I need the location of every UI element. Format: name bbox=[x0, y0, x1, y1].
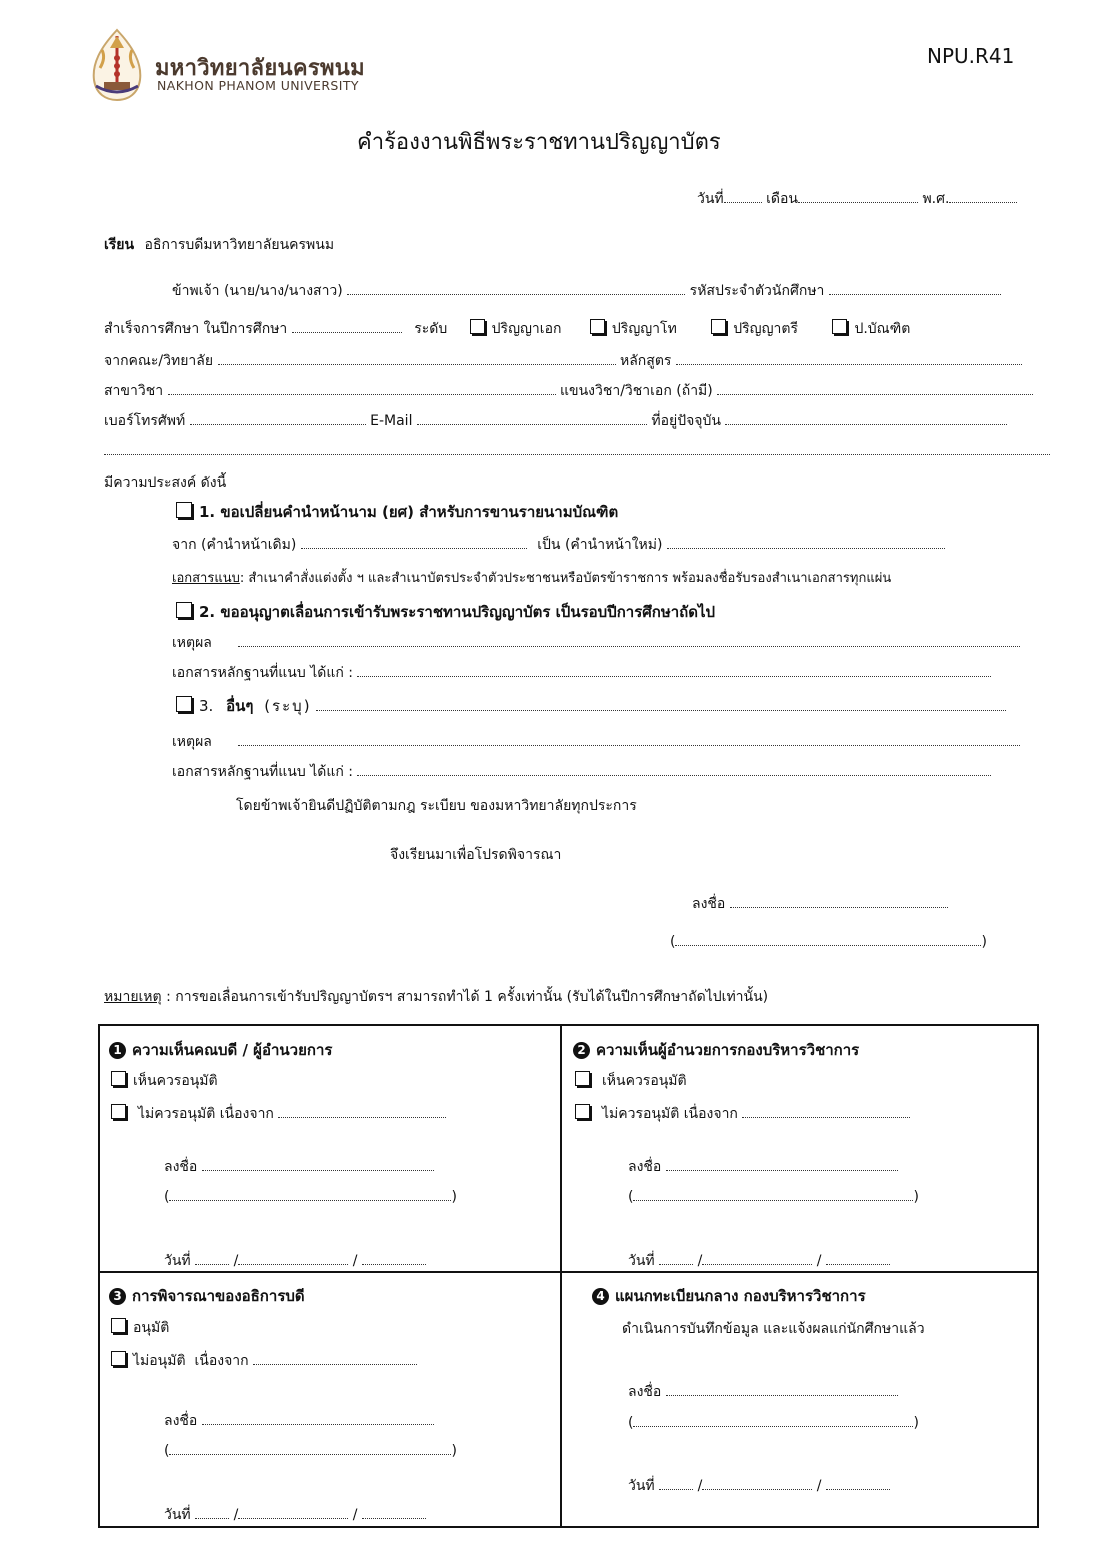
request-text: จึงเรียนมาเพื่อโปรดพิจารณา bbox=[390, 847, 562, 863]
option-3-evidence-field[interactable] bbox=[357, 761, 991, 776]
day-field[interactable] bbox=[724, 188, 762, 203]
box-1-date: วันที่ / / bbox=[164, 1250, 426, 1272]
month-label: เดือน bbox=[766, 191, 798, 207]
box-4-title: 4 แผนกทะเบียนกลาง กองบริหารวิชาการ bbox=[592, 1284, 866, 1308]
box-3-title: 3 การพิจารณาของอธิการบดี bbox=[109, 1284, 305, 1308]
grid-vertical-divider bbox=[560, 1024, 562, 1526]
address-label: ที่อยู่ปัจจุบัน bbox=[651, 413, 721, 429]
box-1-month-field[interactable] bbox=[238, 1250, 348, 1265]
option-1[interactable] bbox=[176, 500, 618, 524]
day-label: วันที่ bbox=[697, 191, 724, 207]
note-line bbox=[104, 986, 768, 1008]
university-logo bbox=[88, 28, 146, 102]
option-1-attachment bbox=[172, 567, 891, 588]
box-3-day-field[interactable] bbox=[195, 1504, 229, 1519]
box-2-signature-field[interactable] bbox=[666, 1156, 898, 1171]
major-field[interactable] bbox=[168, 380, 556, 395]
year-field[interactable] bbox=[949, 188, 1017, 203]
level-option-bachelor[interactable]: ปริญญาตรี bbox=[711, 321, 798, 337]
option-3-reason-field[interactable] bbox=[238, 731, 1020, 746]
faculty-field[interactable] bbox=[218, 350, 616, 365]
number-2-icon: 2 bbox=[573, 1042, 590, 1059]
evidence-label: เอกสารหลักฐานที่แนบ ได้แก่ : bbox=[172, 764, 353, 780]
box-2-title: 2 ความเห็นผู้อำนวยการกองบริหารวิชาการ bbox=[573, 1038, 859, 1062]
student-id-label: รหัสประจำตัวนักศึกษา bbox=[689, 283, 825, 299]
box-1-reject[interactable]: ไม่ควรอนุมัติ เนื่องจาก bbox=[111, 1103, 446, 1125]
page-title: คำร้องงานพิธีพระราชทานปริญญาบัตร bbox=[357, 130, 721, 155]
note-text: : การขอเลื่อนการเข้ารับปริญญาบัตรฯ สามารถทำได้ 1 ครั้งเท่านั้น (รับได้ในปีการศึกษาถัดไปเท่านั้น) bbox=[166, 989, 769, 1005]
checkbox[interactable] bbox=[111, 1351, 126, 1366]
level-option-grad-diploma[interactable]: ป.บัณฑิต bbox=[832, 321, 910, 337]
faculty-line bbox=[104, 350, 1022, 372]
address-field-2[interactable] bbox=[104, 440, 1050, 455]
checkbox[interactable] bbox=[575, 1104, 590, 1119]
option-3-evidence-line bbox=[172, 761, 991, 783]
box-2-month-field[interactable] bbox=[702, 1250, 812, 1265]
number-3-icon: 3 bbox=[109, 1288, 126, 1305]
option-3-specify: (ระบุ) bbox=[264, 697, 312, 715]
box-2-date: วันที่ / / bbox=[628, 1250, 890, 1272]
option-3-reason-line bbox=[172, 731, 1020, 753]
option-2-evidence-line bbox=[172, 662, 991, 684]
student-id-field[interactable] bbox=[829, 280, 1001, 295]
box-2-printed-name[interactable]: ( ) bbox=[628, 1186, 919, 1205]
minor-label: แขนงวิชา/วิชาเอก (ถ้ามี) bbox=[559, 383, 713, 399]
email-field[interactable] bbox=[417, 410, 647, 425]
box-4-month-field[interactable] bbox=[702, 1475, 812, 1490]
box-3-year-field[interactable] bbox=[362, 1504, 426, 1519]
option-2[interactable] bbox=[176, 600, 715, 624]
box-2-reject[interactable]: ไม่ควรอนุมัติ เนื่องจาก bbox=[575, 1103, 910, 1125]
number-4-icon: 4 bbox=[592, 1288, 609, 1305]
box-1-reason-field[interactable] bbox=[278, 1103, 446, 1118]
checkbox[interactable] bbox=[111, 1318, 126, 1333]
name-label: ข้าพเจ้า (นาย/นาง/นางสาว) bbox=[172, 283, 343, 299]
applicant-printed-name-line[interactable]: ( ) bbox=[670, 931, 987, 950]
university-name-en: NAKHON PHANOM UNIVERSITY bbox=[157, 78, 359, 93]
agreement-text: โดยข้าพเจ้ายินดีปฏิบัติตามกฎ ระเบียบ ของมหาวิทยาลัยทุกประการ bbox=[236, 798, 637, 814]
option-2-reason-line bbox=[172, 632, 1020, 654]
address-field[interactable] bbox=[725, 410, 1007, 425]
old-prefix-field[interactable] bbox=[301, 534, 527, 549]
university-name-th: มหาวิทยาลัยนครพนม bbox=[155, 56, 365, 81]
form-code: NPU.R41 bbox=[927, 44, 1015, 68]
attach-label: เอกสารแนบ bbox=[172, 571, 240, 586]
option-3-number: 3. bbox=[199, 697, 214, 715]
box-3-month-field[interactable] bbox=[238, 1504, 348, 1519]
faculty-label: จากคณะ/วิทยาลัย bbox=[104, 353, 214, 369]
box-1-day-field[interactable] bbox=[195, 1250, 229, 1265]
option-3-specify-field[interactable] bbox=[316, 696, 1006, 711]
purpose-intro: มีความประสงค์ ดังนี้ bbox=[104, 475, 227, 491]
checkbox[interactable] bbox=[711, 319, 726, 334]
sign-label: ลงชื่อ bbox=[692, 896, 726, 912]
graduation-line bbox=[104, 318, 910, 340]
box-3-printed-name[interactable]: ( ) bbox=[164, 1440, 457, 1459]
checkbox[interactable] bbox=[176, 502, 192, 518]
option-3[interactable] bbox=[176, 694, 1006, 718]
box-4-sign: ลงชื่อ bbox=[628, 1381, 898, 1403]
program-label: หลักสูตร bbox=[619, 353, 672, 369]
option-3-title: อื่นๆ bbox=[226, 697, 254, 715]
phone-field[interactable] bbox=[190, 410, 366, 425]
box-1-year-field[interactable] bbox=[362, 1250, 426, 1265]
checkbox[interactable] bbox=[111, 1071, 126, 1086]
month-field[interactable] bbox=[798, 188, 918, 203]
box-2-reason-field[interactable] bbox=[742, 1103, 910, 1118]
box-4-day-field[interactable] bbox=[659, 1475, 693, 1490]
phone-label: เบอร์โทรศัพท์ bbox=[104, 413, 186, 429]
note-label: หมายเหตุ bbox=[104, 989, 162, 1005]
number-1-icon: 1 bbox=[109, 1042, 126, 1059]
evidence-label: เอกสารหลักฐานที่แนบ ได้แก่ : bbox=[172, 665, 353, 681]
to-label: เป็น (คำนำหน้าใหม่) bbox=[537, 537, 663, 553]
name-field[interactable] bbox=[347, 280, 685, 295]
attach-text: : สำเนาคำสั่งแต่งตั้ง ฯ และสำเนาบัตรประจำตัวประชาชนหรือบัตรข้าราชการ พร้อมลงชื่อรับรองสำเนาเอกสารทุกแผ่น bbox=[239, 571, 892, 586]
contact-line bbox=[104, 410, 1007, 432]
applicant-name-line bbox=[172, 280, 1001, 302]
option-2-evidence-field[interactable] bbox=[357, 662, 991, 677]
option-1-title: 1. ขอเปลี่ยนคำนำหน้านาม (ยศ) สำหรับการขานรายนามบัณฑิต bbox=[199, 503, 619, 521]
box-1-printed-name[interactable]: ( ) bbox=[164, 1186, 457, 1205]
checkbox[interactable] bbox=[590, 319, 605, 334]
program-field[interactable] bbox=[676, 350, 1022, 365]
level-label: ระดับ bbox=[414, 321, 448, 337]
box-4-year-field[interactable] bbox=[826, 1475, 890, 1490]
box-1-signature-field[interactable] bbox=[202, 1156, 434, 1171]
box-2-year-field[interactable] bbox=[826, 1250, 890, 1265]
checkbox[interactable] bbox=[176, 602, 192, 618]
box-3-reject[interactable]: ไม่อนุมัติ เนื่องจาก bbox=[111, 1350, 417, 1372]
minor-field[interactable] bbox=[717, 380, 1033, 395]
reason-label: เหตุผล bbox=[172, 734, 212, 750]
level-option-master[interactable]: ปริญญาโท bbox=[590, 321, 677, 337]
year-label: พ.ศ. bbox=[922, 191, 950, 207]
box-3-signature-field[interactable] bbox=[202, 1410, 434, 1425]
box-3-date: วันที่ / / bbox=[164, 1504, 426, 1526]
from-label: จาก (คำนำหน้าเดิม) bbox=[172, 537, 297, 553]
box-1-title: 1 ความเห็นคณบดี / ผู้อำนวยการ bbox=[109, 1038, 332, 1062]
new-prefix-field[interactable] bbox=[667, 534, 945, 549]
checkbox[interactable] bbox=[176, 696, 192, 712]
checkbox[interactable] bbox=[575, 1071, 590, 1086]
date-line bbox=[697, 188, 1017, 210]
box-2-approve[interactable]: เห็นควรอนุมัติ bbox=[575, 1070, 687, 1092]
major-line bbox=[104, 380, 1033, 402]
box-4-date: วันที่ / / bbox=[628, 1475, 890, 1497]
option-1-prefix-line bbox=[172, 534, 945, 556]
box-2-day-field[interactable] bbox=[659, 1250, 693, 1265]
graduated-label: สำเร็จการศึกษา ในปีการศึกษา bbox=[104, 321, 288, 337]
address-continued-line bbox=[104, 440, 1050, 459]
applicant-signature-field[interactable] bbox=[730, 893, 948, 908]
email-label: E-Mail bbox=[370, 413, 413, 429]
checkbox[interactable] bbox=[470, 319, 485, 334]
checkbox[interactable] bbox=[111, 1104, 126, 1119]
box-1-sign: ลงชื่อ bbox=[164, 1156, 434, 1178]
option-2-reason-field[interactable] bbox=[238, 632, 1020, 647]
graduation-year-field[interactable] bbox=[292, 318, 402, 333]
checkbox[interactable] bbox=[832, 319, 847, 334]
addressee-line bbox=[104, 234, 334, 256]
box-1-approve[interactable]: เห็นควรอนุมัติ bbox=[111, 1070, 218, 1092]
box-4-description: ดำเนินการบันทึกข้อมูล และแจ้งผลแก่นักศึกษาแล้ว bbox=[622, 1321, 925, 1337]
major-label: สาขาวิชา bbox=[104, 383, 164, 399]
box-3-reason-field[interactable] bbox=[253, 1350, 417, 1365]
reason-label: เหตุผล bbox=[172, 635, 212, 651]
university-emblem-icon bbox=[88, 28, 146, 102]
box-3-approve[interactable]: อนุมัติ bbox=[111, 1317, 169, 1339]
box-4-printed-name[interactable]: ( ) bbox=[628, 1412, 919, 1431]
applicant-signature-line bbox=[692, 893, 948, 915]
addressee-value: อธิการบดีมหาวิทยาลัยนครพนม bbox=[144, 237, 335, 253]
box-2-sign: ลงชื่อ bbox=[628, 1156, 898, 1178]
option-2-title: 2. ขออนุญาตเลื่อนการเข้ารับพระราชทานปริญญาบัตร เป็นรอบปีการศึกษาถัดไป bbox=[199, 603, 716, 621]
box-4-signature-field[interactable] bbox=[666, 1381, 898, 1396]
level-option-phd[interactable]: ปริญญาเอก bbox=[470, 321, 562, 337]
addressee-label: เรียน bbox=[104, 237, 135, 253]
box-3-sign: ลงชื่อ bbox=[164, 1410, 434, 1432]
